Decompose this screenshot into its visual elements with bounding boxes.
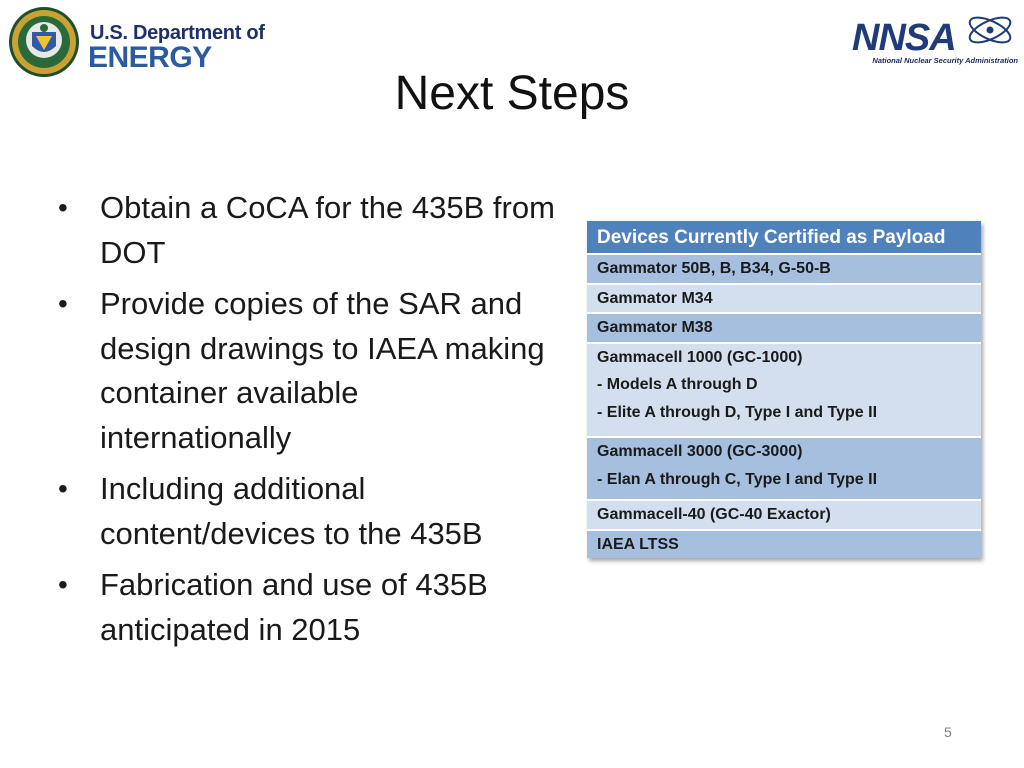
bullet-item [58,282,558,460]
table-row [587,436,981,499]
table-row [587,283,981,313]
svg-text:NNSA: NNSA [852,17,956,56]
row-line: Gammator M38 [597,319,713,336]
table-row [587,253,981,283]
table-row [587,529,981,559]
devices-table [587,221,981,558]
nnsa-logo [850,16,1018,70]
row-line: Gammacell 3000 (GC-3000) [597,443,803,460]
bullet-item [58,186,558,275]
row-line: - Elan A through C, Type I and Type II [597,470,878,488]
bullet-text: Fabrication and use of 435B anticipated in 2015 [100,567,488,647]
bullet-marker: • [58,473,68,504]
doe-name-line2: ENERGY [88,41,212,74]
bullet-item [58,467,558,556]
bullet-text: Including additional content/devices to the 435B [100,471,483,551]
bullet-item [58,563,558,652]
row-line: - Elite A through D, Type I and Type II [597,403,878,421]
slide-title: Next Steps [394,67,630,120]
bullet-text: Provide copies of the SAR and design drawings to IAEA making container available internationally [100,286,545,455]
row-line: Gammator M34 [597,289,713,307]
bullet-text: Obtain a CoCA for the 435B from DOT [100,190,555,270]
bullet-list [58,186,558,659]
row-line: IAEA LTSS [597,535,679,553]
table-row [587,499,981,529]
bullet-marker: • [58,569,68,600]
row-line: - Models A through D [597,376,758,393]
nnsa-caption: National Nuclear Security Administration [872,56,1018,65]
row-line: Gammacell 1000 (GC-1000) [597,348,803,366]
table-row [587,312,981,342]
doe-name-line1: U.S. Department of [90,22,265,44]
bullet-marker: • [58,192,68,223]
row-line: Gammacell-40 (GC-40 Exactor) [597,506,831,523]
row-line: Gammator 50B, B, B34, G-50-B [597,260,831,277]
nnsa-logo-icon [850,16,1018,56]
bullet-marker: • [58,288,68,319]
table-header: Devices Currently Certified as Payload [587,221,981,253]
table-row [587,342,981,437]
page-number: 5 [944,724,952,740]
